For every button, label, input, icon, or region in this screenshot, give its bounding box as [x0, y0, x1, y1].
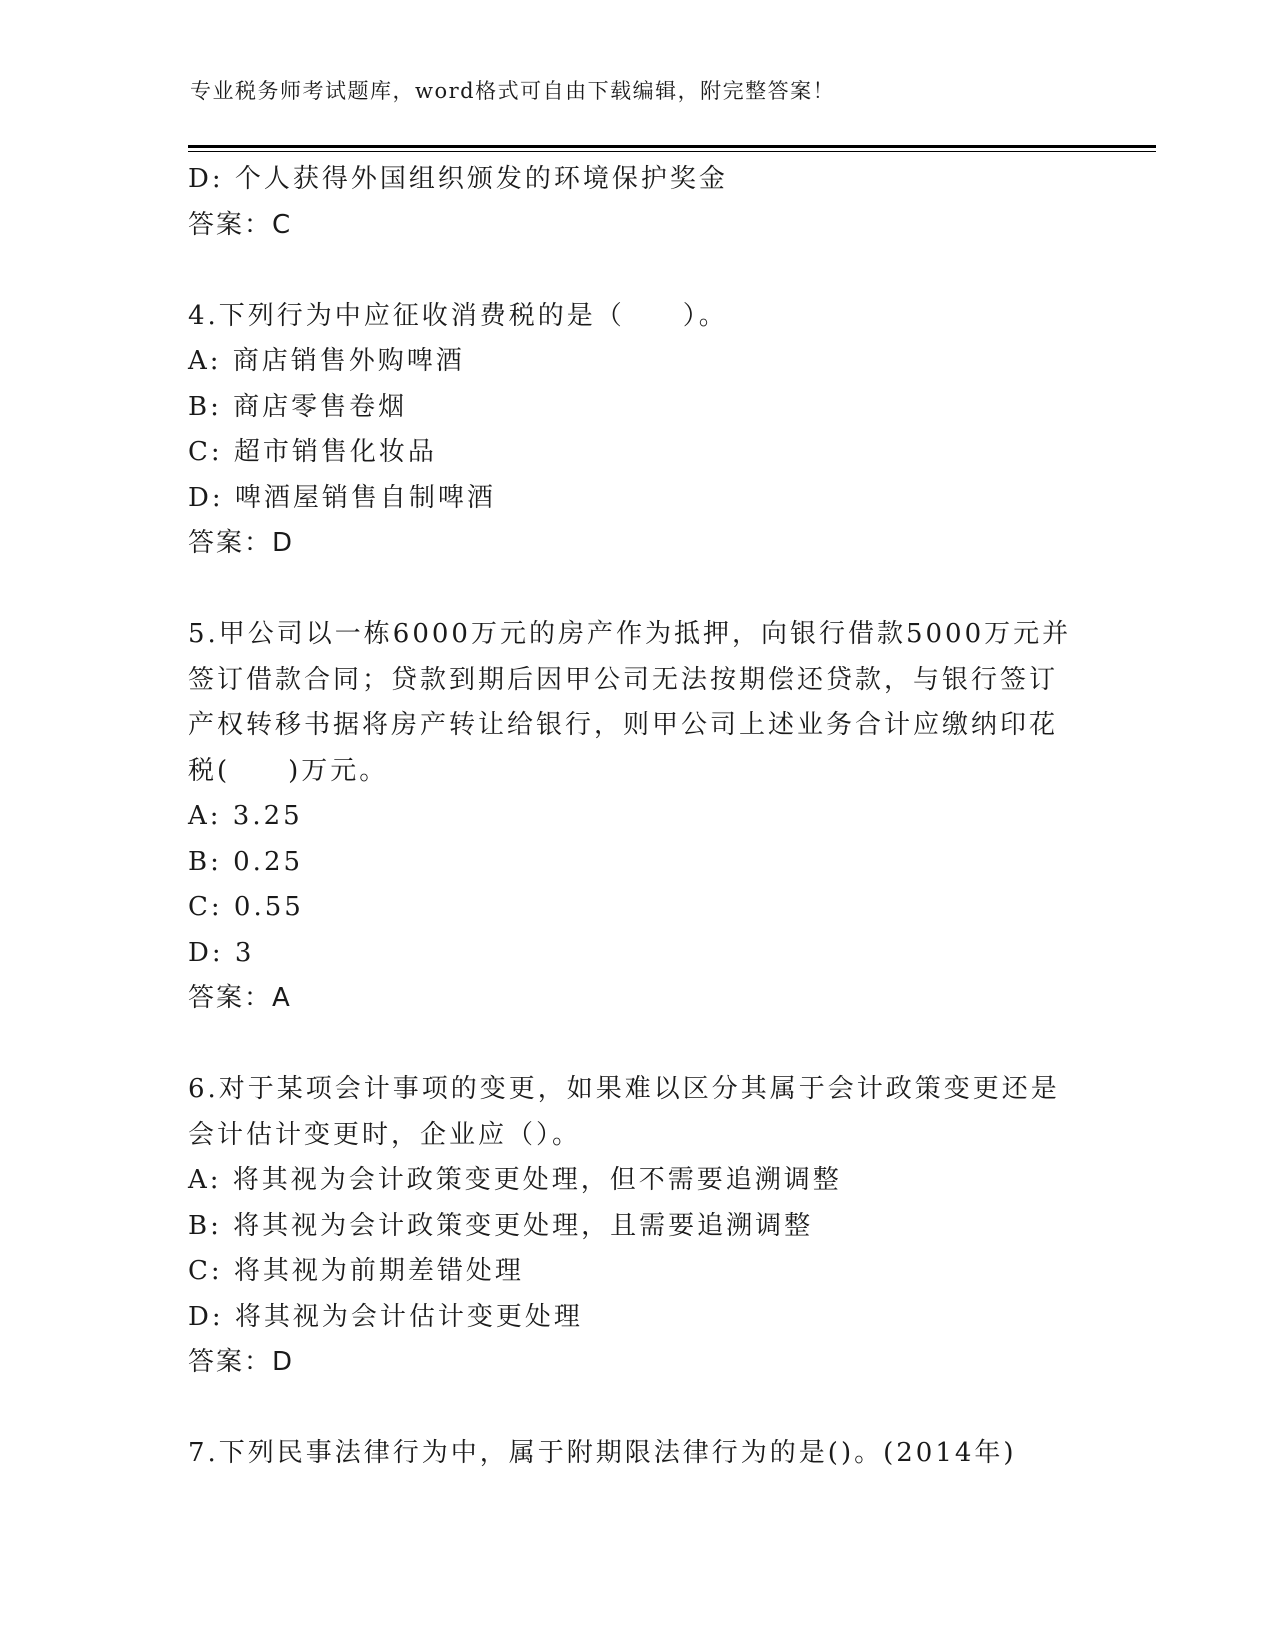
page-header-text: 专业税务师考试题库，word格式可自由下载编辑，附完整答案！: [190, 79, 836, 103]
q3-answer: 答案：C: [188, 209, 293, 240]
q6-option-c: C: 将其视为前期差错处理: [188, 1256, 524, 1286]
q5-stem-line: 产权转移书据将房产转让给银行，则甲公司上述业务合计应缴纳印花: [188, 710, 1059, 740]
q6-answer: 答案：D: [188, 1347, 295, 1377]
q4-stem: 4.下列行为中应征收消费税的是（ ）。: [188, 300, 728, 331]
spacer: [188, 1022, 1068, 1068]
q4-option-a: A: 商店销售外购啤酒: [188, 346, 465, 376]
q5-answer: 答案：A: [188, 983, 292, 1013]
q3-option-d: D: 个人获得外国组织颁发的环境保护奖金: [188, 164, 728, 194]
spacer: [188, 1386, 1068, 1432]
q6-stem-line: 6.对于某项会计事项的变更，如果难以区分其属于会计政策变更还是: [188, 1074, 1060, 1104]
q5-option-a: A: 3.25: [188, 801, 303, 831]
spacer: [188, 248, 1068, 294]
q5-option-b: B: 0.25: [188, 846, 304, 877]
q6-option-d: D: 将其视为会计估计变更处理: [188, 1301, 583, 1332]
q5-option-d: D: 3: [188, 937, 255, 968]
q5-stem-line: 税( )万元。: [188, 755, 389, 786]
header-rule-thin: [188, 151, 1156, 152]
q4-option-b: B: 商店零售卷烟: [188, 391, 408, 422]
spacer: [188, 567, 1068, 613]
question-content: [188, 157, 1072, 1477]
q5-stem-line: 5.甲公司以一栋6000万元的房产作为抵押，向银行借款5000万元并: [188, 619, 1072, 649]
q6-option-a: A: 将其视为会计政策变更处理，但不需要追溯调整: [188, 1165, 842, 1195]
q4-answer: 答案：D: [188, 528, 295, 558]
q7-stem: 7.下列民事法律行为中，属于附期限法律行为的是()。(2014年): [188, 1438, 1017, 1468]
header-rule-thick: [188, 145, 1156, 148]
q4-option-d: D: 啤酒屋销售自制啤酒: [188, 482, 496, 513]
q5-stem-line: 签订借款合同；贷款到期后因甲公司无法按期偿还贷款，与银行签订: [188, 664, 1059, 695]
q6-stem-line: 会计估计变更时，企业应（）。: [188, 1119, 582, 1150]
q5-option-c: C: 0.55: [188, 892, 304, 922]
q6-option-b: B: 将其视为会计政策变更处理，且需要追溯调整: [188, 1210, 814, 1241]
q4-option-c: C: 超市销售化妆品: [188, 437, 437, 467]
